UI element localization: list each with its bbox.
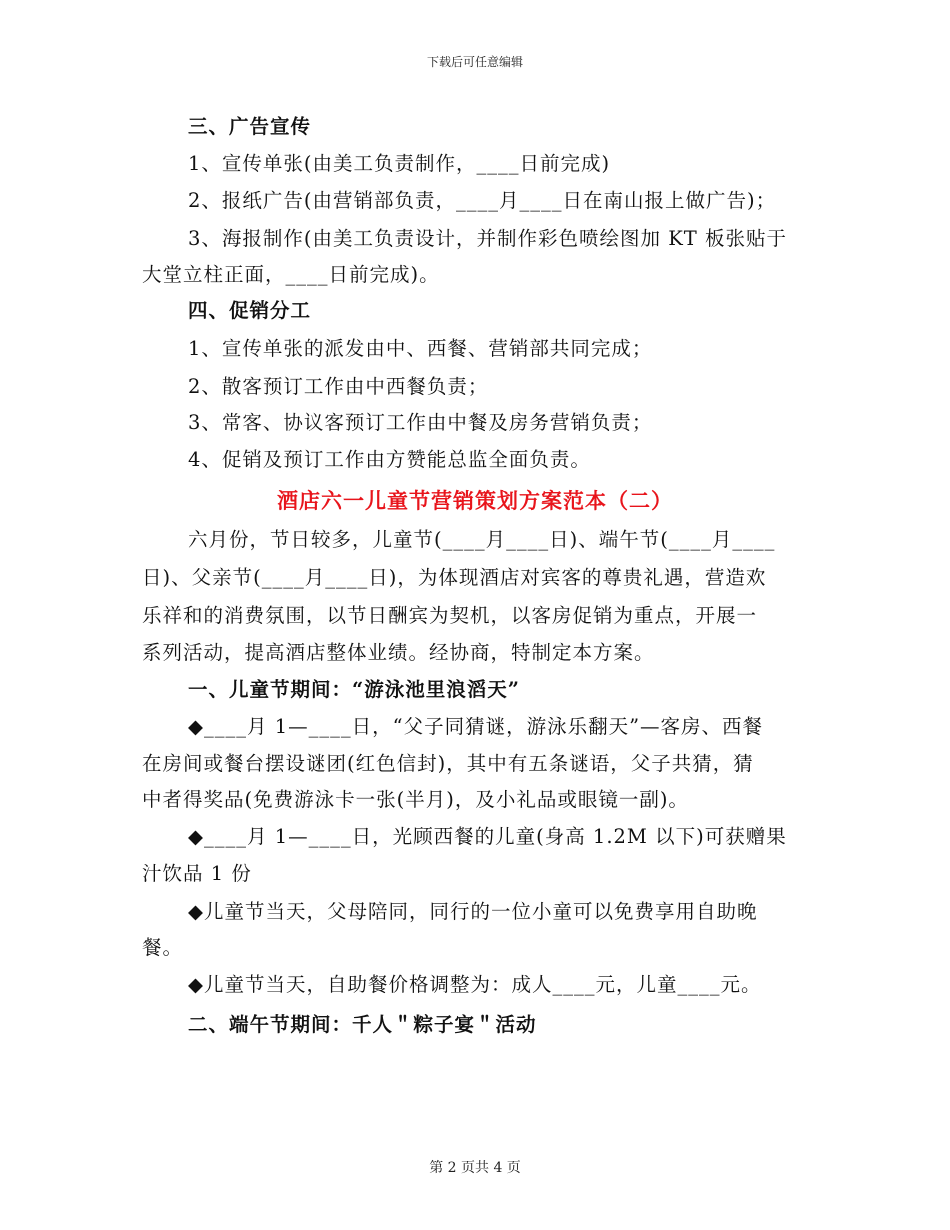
children-day-bullet-3-line-2: 餐。 <box>142 936 184 959</box>
section-3-heading: 三、广告宣传 <box>188 115 312 138</box>
section-3-item-1: 1、宣传单张(由美工负责制作，____日前完成) <box>188 152 611 175</box>
section-4-item-2: 2、散客预订工作由中西餐负责； <box>188 375 489 398</box>
intro-line-3: 乐祥和的消费氛围，以节日酬宾为契机，以客房促销为重点，开展一 <box>142 604 758 627</box>
section-3-item-3: 3、海报制作(由美工负责设计，并制作彩色喷绘图加 KT 板张贴于 <box>188 227 787 250</box>
children-day-bullet-4-line-1: ◆儿童节当天，自助餐价格调整为：成人____元，儿童____元。 <box>188 973 762 996</box>
page-header-note: 下载后可任意编辑 <box>426 55 523 69</box>
children-day-heading: 一、儿童节期间：“游泳池里浪滔天” <box>188 678 520 701</box>
intro-line-2: 日)、父亲节(____月____日)，为体现酒店对宾客的尊贵礼遇，营造欢 <box>142 566 767 589</box>
dragon-boat-heading: 二、端午节期间：千人＂粽子宴＂活动 <box>188 1013 537 1036</box>
children-day-bullet-1-line-3: 中者得奖品(免费游泳卡一张(半月)，及小礼品或眼镜一副)。 <box>142 788 689 811</box>
intro-line-4: 系列活动，提高酒店整体业绩。经协商，特制定本方案。 <box>142 641 655 664</box>
section-4-heading: 四、促销分工 <box>188 299 312 322</box>
children-day-bullet-3-line-1: ◆儿童节当天，父母陪同，同行的一位小童可以免费享用自助晚 <box>188 900 758 923</box>
children-day-bullet-2-line-2: 汁饮品 1 份 <box>142 862 252 885</box>
intro-line-1: 六月份，节日较多，儿童节(____月____日)、端午节(____月____ <box>188 528 776 551</box>
page-footer-page-info: 第 2 页共 4 页 <box>429 1160 521 1176</box>
section-4-item-1: 1、宣传单张的派发由中、西餐、营销部共同完成； <box>188 337 653 360</box>
section-4-item-3: 3、常客、协议客预订工作由中餐及房务营销负责； <box>188 411 653 434</box>
section-4-item-4: 4、促销及预订工作由方赞能总监全面负责。 <box>188 448 591 471</box>
children-day-bullet-1-line-1: ◆____月 1—____日，“父子同猜谜，游泳乐翻天”—客房、西餐 <box>188 715 764 738</box>
children-day-bullet-2-line-1: ◆____月 1—____日，光顾西餐的儿童(身高 1.2M 以下)可获赠果 <box>188 825 787 848</box>
section-3-item-3-cont: 大堂立柱正面，____日前完成)。 <box>142 263 440 286</box>
plan-2-title: 酒店六一儿童节营销策划方案范本（二） <box>277 488 673 513</box>
children-day-bullet-1-line-2: 在房间或餐台摆设谜团(红色信封)，其中有五条谜语，父子共猜，猜 <box>142 752 754 775</box>
section-3-item-2: 2、报纸广告(由营销部负责，____月____日在南山报上做广告)； <box>188 189 777 212</box>
